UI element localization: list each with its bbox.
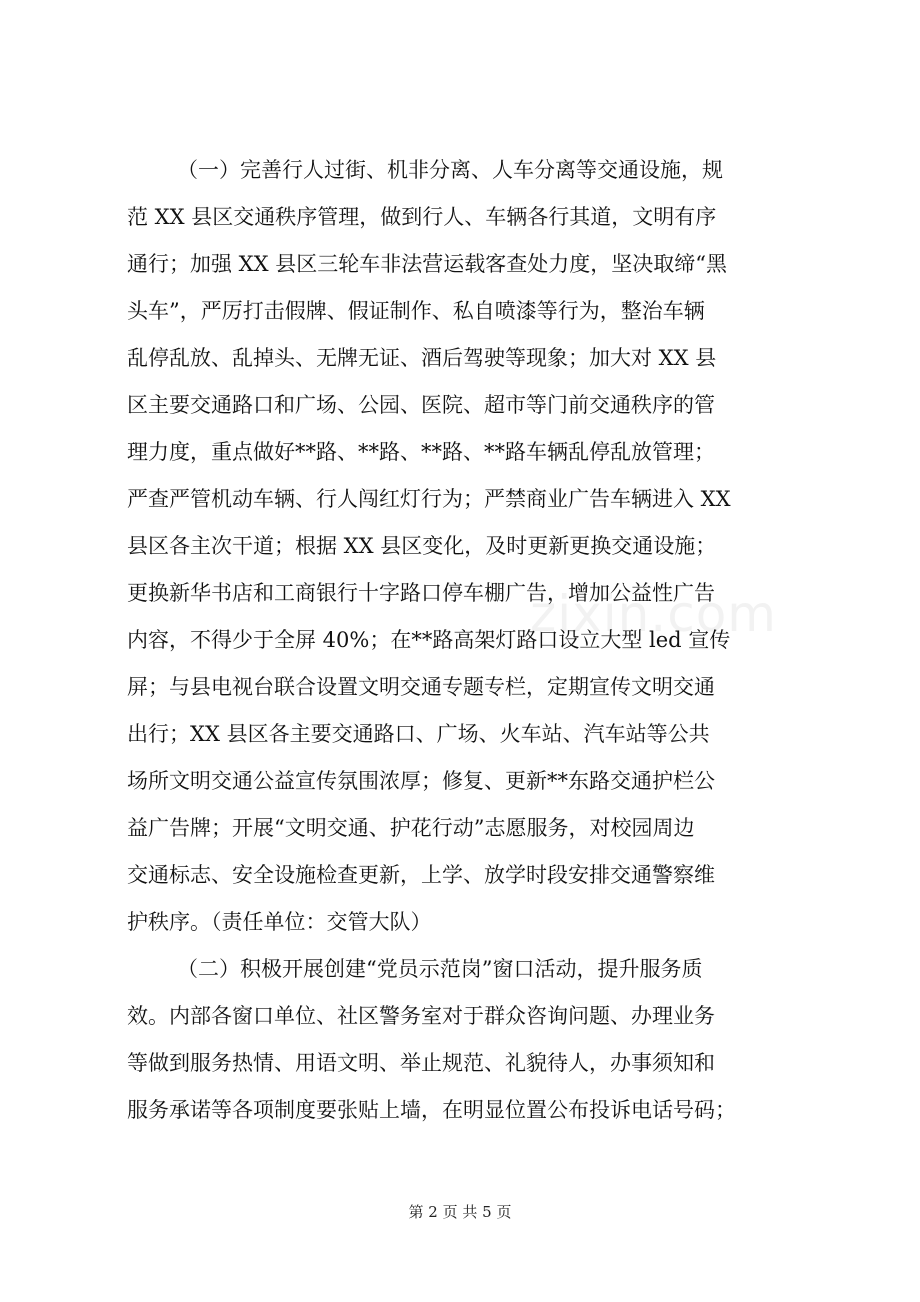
paragraph-1-line-6: 区主要交通路口和广场、公园、医院、超市等门前交通秩序的管 [127, 393, 715, 417]
watermark: zixin.com [530, 585, 777, 643]
paragraph-1-line-17: 护秩序。（责任单位：交管大队） [127, 910, 432, 934]
paragraph-1-line-7: 理力度，重点做好**路、**路、**路、**路车辆乱停乱放管理； [127, 440, 715, 464]
paragraph-2-line-4: 服务承诺等各项制度要张贴上墙，在明显位置公布投诉电话号码； [127, 1098, 736, 1122]
body-text [127, 147, 803, 1134]
paragraph-2-line-1: （二）积极开展创建“党员示范岗”窗口活动，提升服务质 [177, 957, 703, 981]
paragraph-1-line-8: 严查严管机动车辆、行人闯红灯行为；严禁商业广告车辆进入 XX [127, 487, 731, 511]
paragraph-2-line-3: 等做到服务热情、用语文明、举止规范、礼貌待人，办事须知和 [127, 1051, 715, 1075]
paragraph-1-line-12: 屏；与县电视台联合设置文明交通专题专栏，定期宣传文明交通 [127, 675, 715, 699]
paragraph-2-line-2: 效。内部各窗口单位、社区警务室对于群众咨询问题、办理业务 [127, 1004, 715, 1028]
page-footer: 第 2 页 共 5 页 [408, 1203, 512, 1221]
paragraph-1-line-16: 交通标志、安全设施检查更新，上学、放学时段安排交通警察维 [127, 863, 715, 887]
paragraph-1-line-14: 场所文明交通公益宣传氛围浓厚；修复、更新**东路交通护栏公 [127, 769, 715, 793]
paragraph-1-line-5: 乱停乱放、乱掉头、无牌无证、酒后驾驶等现象；加大对 XX 县 [127, 346, 717, 370]
paragraph-1-line-13: 出行；XX 县区各主要交通路口、广场、火车站、汽车站等公共 [127, 722, 710, 746]
paragraph-1-line-4: 头车”，严厉打击假牌、假证制作、私自喷漆等行为，整治车辆 [127, 299, 705, 323]
paragraph-1-line-15: 益广告牌；开展“文明交通、护花行动”志愿服务，对校园周边 [127, 816, 695, 840]
paragraph-1-line-1: （一）完善行人过街、机非分离、人车分离等交通设施，规 [177, 158, 723, 182]
paragraph-1-line-3: 通行；加强 XX 县区三轮车非法营运载客查处力度，坚决取缔“黑 [127, 252, 727, 276]
paragraph-1-line-10: 更换新华书店和工商银行十字路口停车棚广告，增加公益性广告 [127, 581, 715, 605]
paragraph-1-line-2: 范 XX 县区交通秩序管理，做到行人、车辆各行其道，文明有序 [127, 205, 717, 229]
paragraph-1-line-11: 内容，不得少于全屏 40%；在**路高架灯路口设立大型 led 宣传 [127, 628, 731, 652]
paragraph-1-line-9: 县区各主次干道；根据 XX 县区变化，及时更新更换交通设施； [127, 534, 717, 558]
